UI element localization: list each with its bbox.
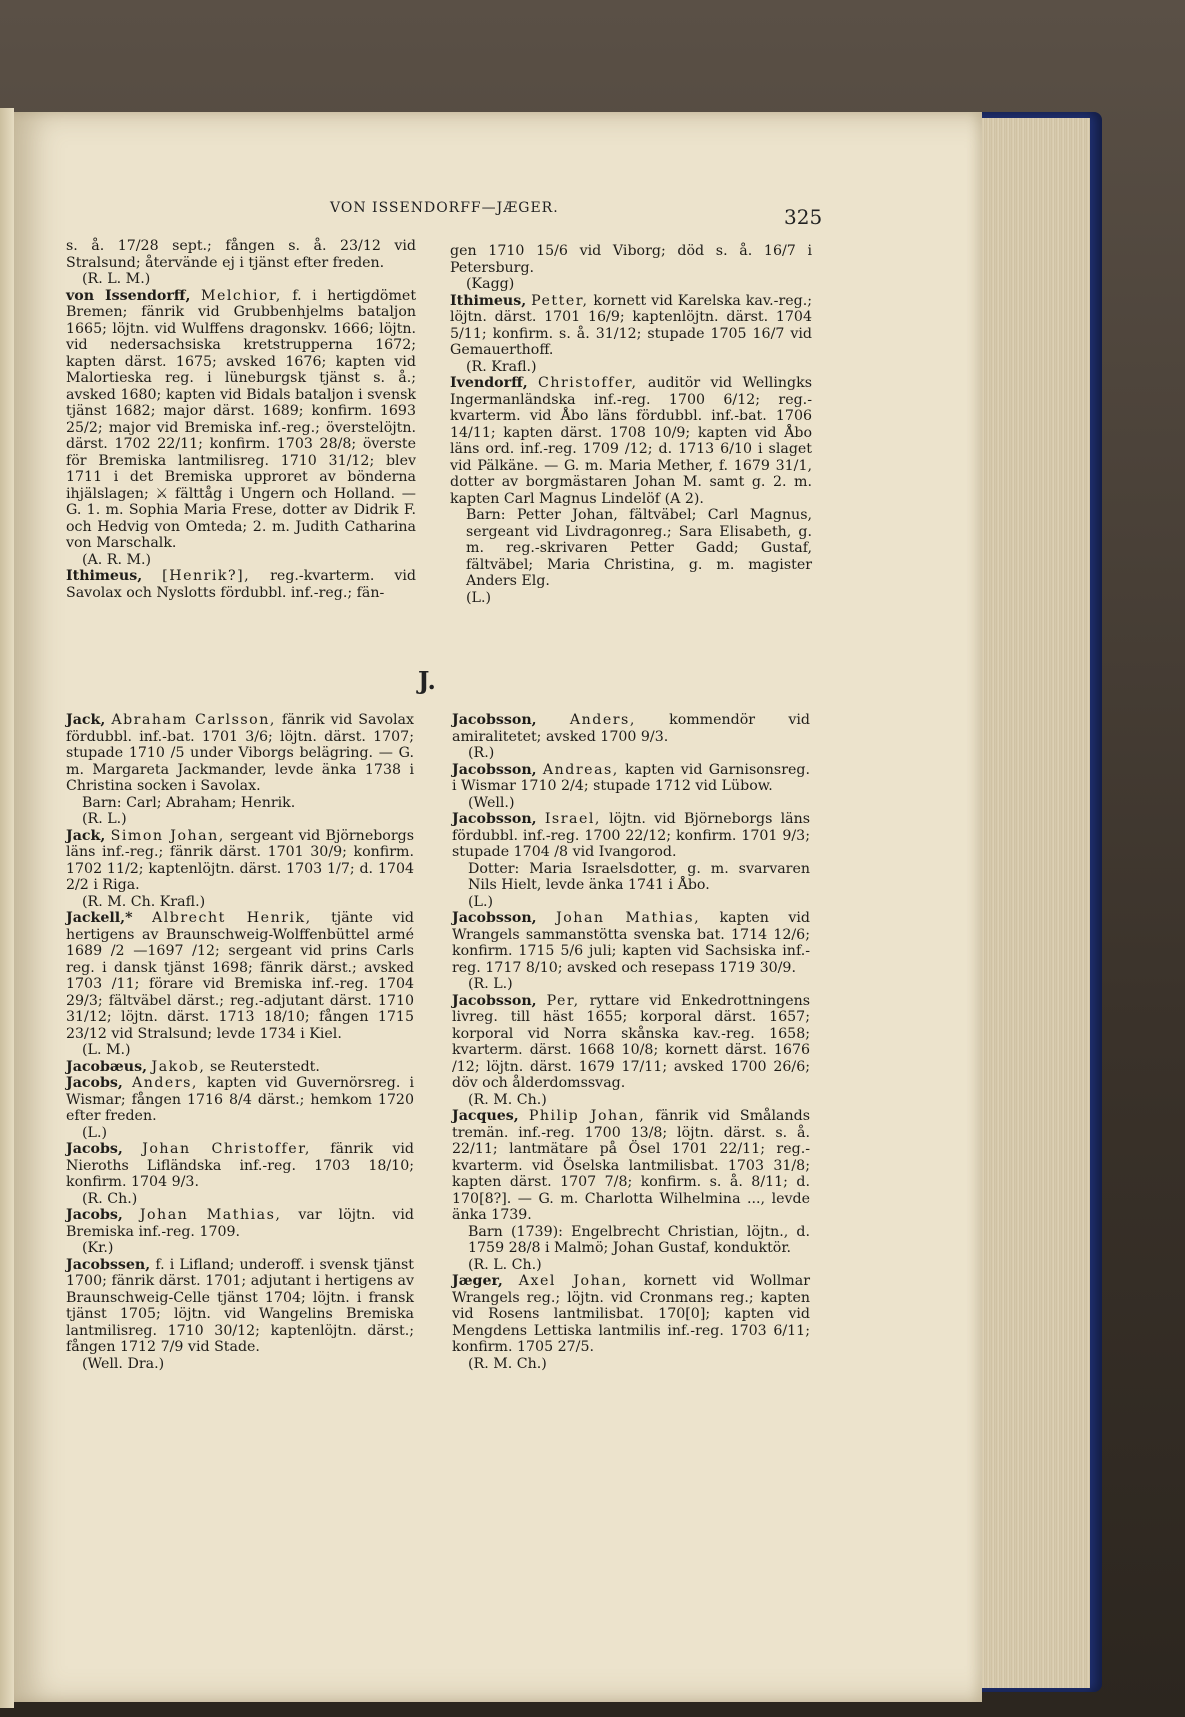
biography-entry	[452, 1273, 810, 1356]
biography-entry	[66, 828, 414, 894]
entry-text: f. i Lifland; underoff. i svensk tjänst 1700; fänrik därst. 1701; adjutant i hertigens av Braunschweig-Celle tjänst 1704; löjtn. i fransk tjänst 1705; löjtn. vid Wangelins Bremiska lantmilisreg. 1710 30/12; kaptenlöjtn. därst.; fången 1712 7/9 vid Stade.	[66, 1256, 414, 1355]
page-number: 325	[784, 205, 823, 229]
source-reference: (R. Ch.)	[82, 1190, 138, 1207]
column-lower-left	[66, 712, 414, 1372]
entry-text: tjänte vid hertigens av Braunschweig-Wolffenbüttel armé 1689 /2 —1697 /12; sergeant vid prins Carls reg. i dansk tjänst 1698; fänrik därst.; avsked 1703 /11; förare vid Bremiska inf.-reg. 1704 29/3; fältväbel därst.; reg.-adjutant därst. 1710 31/12; löjtn. därst. 1713 18/10; fången 1715 23/12 vid Stralsund; levde 1734 i Kiel.	[66, 910, 414, 1042]
source-reference: (R. L.)	[82, 811, 127, 827]
biography-entry	[450, 375, 812, 507]
source-reference: (R.)	[468, 745, 495, 761]
source-reference: (R. L.)	[468, 976, 513, 992]
entry-given-name: Andreas,	[542, 761, 619, 778]
entry-text: kornett vid Karelska kav.-reg.; löjtn. därst. 1701 16/9; kaptenlöjtn. därst. 1704 5/11; konfirm. s. å. 31/12; stupade 1705 16/7 vid Gemauerthoff.	[450, 292, 813, 358]
entry-surname: Ithimeus,	[450, 292, 527, 309]
entry-given-name: Christoffer,	[538, 375, 638, 391]
source-reference: (L. M.)	[82, 1042, 131, 1058]
text-paragraph: gen 1710 15/6 vid Viborg; död s. å. 16/7 i Petersburg.	[450, 243, 812, 276]
entry-given-name: Simon Johan,	[110, 827, 225, 844]
source-reference: (R. M. Ch.)	[468, 1091, 547, 1108]
entry-surname: Jacobsson,	[452, 712, 537, 728]
entry-text: kommendör vid amiralitetet; avsked 1700 9/3.	[452, 712, 810, 745]
source-reference: (Well. Dra.)	[82, 1355, 165, 1372]
biography-entry	[450, 293, 812, 359]
text-paragraph: Dotter: Maria Israelsdotter, g. m. svarvaren Nils Hielt, levde änka 1741 i Åbo.	[468, 860, 810, 893]
entry-surname: Jacobsson,	[452, 992, 537, 1009]
entry-surname: Jacobs,	[66, 1207, 123, 1223]
entry-surname: Jacques,	[452, 1108, 519, 1124]
source-reference: (R. M. Ch. Krafl.)	[82, 893, 206, 910]
entry-surname: Jacobæus,	[66, 1058, 148, 1075]
entry-surname: Jacobs,	[66, 1075, 123, 1091]
source-reference: (R. M. Ch.)	[468, 1355, 547, 1372]
column-upper-left	[66, 238, 416, 601]
entry-text: f. i hertigdömet Bremen; fänrik vid Grubbenhjelms bataljon 1665; löjtn. vid Wulffens dragonskv. 1666; löjtn. vid nedersachsiska kretstrupperna 1672; kapten därst. 1675; avsked 1676; kapten vid Malortieska reg. i lüneburgsk tjänst s. å.; avsked 1680; kapten vid Bidals bataljon i svensk tjänst 1682; major därst. 1689; konfirm. 1693 25/2; major vid Bremiska inf.-reg.; överstelöjtn. därst. 1702 22/11; konfirm. 1703 28/8; överste för Bremiska lantmilisreg. 1710 31/12; blev 1711 i det Bremiska upproret av bönderna ihjälslagen; ⚔ fälttåg i Ungern och Holland. — G. 1. m. Sophia Maria Frese, dotter av Didrik F. och Hedvig von Omteda; 2. m. Judith Catharina von Marschalk.	[66, 287, 417, 551]
entry-given-name: Albrecht Henrik,	[152, 910, 312, 926]
entry-surname: Jacobssen,	[66, 1256, 151, 1273]
biography-entry	[66, 1075, 414, 1125]
entry-surname: Jæger,	[452, 1273, 503, 1289]
entry-surname: Ivendorff,	[450, 375, 528, 391]
entry-surname: Jacobsson,	[452, 761, 537, 778]
source-reference: (Well.)	[468, 794, 515, 811]
entry-given-name: Abraham Carlsson,	[111, 712, 276, 728]
biography-entry	[452, 993, 810, 1092]
entry-given-name: Anders,	[131, 1075, 198, 1091]
entry-given-name: Israel,	[544, 811, 601, 827]
source-reference: (R. Krafl.)	[466, 358, 537, 375]
entry-given-name: Petter,	[531, 292, 589, 309]
column-lower-right	[452, 712, 810, 1372]
biography-entry	[66, 1141, 414, 1191]
source-reference: (L.)	[468, 893, 494, 910]
entry-surname: Jacobs,	[66, 1141, 123, 1157]
biography-entry	[452, 762, 810, 795]
entry-surname: Jack,	[66, 712, 106, 728]
source-reference: (L.)	[466, 589, 492, 606]
entry-given-name: Philip Johan,	[528, 1108, 646, 1124]
entry-text: kapten vid Guvernörsreg. i Wismar; fången 1716 8/4 därst.; hemkom 1720 efter freden.	[66, 1075, 415, 1124]
biography-entry	[452, 1108, 810, 1224]
entry-text: var löjtn. vid Bremiska inf.-reg. 1709.	[66, 1207, 414, 1240]
entry-text: fänrik vid Smålands tremän. inf.-reg. 1700 13/8; löjtn. därst. s. å. 22/11; lantmätare på Ösel 1701 22/11; reg.-kvarterm. vid Öselska lantmilisbat. 1703 31/8; kapten därst. 1707 7/8; konfirm. s. å. 8/11; d. 170[8?]. — G. m. Charlotta Wilhelmina ..., levde änka 1739.	[452, 1108, 810, 1223]
entry-given-name: Per,	[546, 992, 580, 1009]
entry-text: se Reuterstedt.	[209, 1058, 320, 1075]
text-paragraph: Barn: Petter Johan, fältväbel; Carl Magnus, sergeant vid Livdragonreg.; Sara Elisabeth, g. m. reg.-skrivaren Petter Gadd; Gustaf, fältväbel; Maria Christina, g. m. magister Anders Elg.	[466, 507, 812, 589]
source-reference: (Kagg)	[466, 276, 515, 292]
entry-given-name: Johan Christoffer,	[142, 1141, 311, 1157]
text-paragraph: s. å. 17/28 sept.; fången s. å. 23/12 vid Stralsund; återvände ej i tjänst efter freden.	[66, 238, 416, 271]
source-reference: (R. L. M.)	[82, 271, 151, 287]
page-edges	[970, 118, 1090, 1688]
biography-entry	[66, 712, 414, 795]
entry-surname: Jack,	[66, 827, 106, 844]
biography-entry	[66, 288, 416, 552]
entry-given-name: Melchior,	[200, 287, 282, 304]
entry-text: löjtn. vid Björneborgs läns fördubbl. inf.-reg. 1700 22/12; konfirm. 1701 9/3; stupade 1704 /8 vid Ivangorod.	[452, 811, 811, 860]
entry-text: reg.-kvarterm. vid Savolax och Nyslotts fördubbl. inf.-reg.; fän-	[66, 568, 416, 601]
biography-entry	[452, 811, 810, 861]
source-reference: (L.)	[82, 1124, 108, 1141]
entry-given-name: Jakob,	[151, 1058, 206, 1075]
biography-entry	[66, 910, 414, 1042]
entry-surname: von Issendorff,	[66, 287, 191, 304]
source-reference: (Kr.)	[82, 1240, 114, 1256]
entry-text: sergeant vid Björneborgs läns inf.-reg.; fänrik därst. 1701 30/9; konfirm. 1702 11/2; kaptenlöjtn. därst. 1703 1/7; d. 1704 2/2 i Riga.	[66, 827, 414, 893]
biography-entry	[66, 1257, 414, 1356]
entry-given-name: [Henrik?],	[162, 568, 251, 584]
biography-entry	[66, 568, 416, 601]
entry-text: kapten vid Wrangels sammanstötta svenska bat. 1714 12/6; konfirm. 1715 5/6 juli; kapten vid Sachsiska inf.-reg. 1717 8/10; avsked och resepass 1719 30/9.	[452, 910, 810, 976]
entry-given-name: Johan Mathias,	[556, 910, 701, 926]
text-paragraph: Barn (1739): Engelbrecht Christian, löjtn., d. 1759 28/8 i Malmö; Johan Gustaf, konduktör.	[468, 1223, 810, 1256]
biography-entry	[452, 910, 810, 976]
entry-text: auditör vid Wellingks Ingermanländska inf.-reg. 1700 6/12; reg.-kvarterm. vid Åbo läns fördubbl. inf.-bat. 1706 14/11; kapten därst. 1708 10/9; kapten vid Åbo läns ord. inf.-reg. 1709 /12; d. 1713 6/10 i slaget vid Pälkäne. — G. m. Maria Mether, f. 1679 31/1, dotter av borgmästaren Johan M. samt g. 2. m. kapten Carl Magnus Lindelöf (A 2).	[450, 375, 812, 507]
source-reference: (R. L. Ch.)	[468, 1256, 542, 1273]
biography-entry	[452, 712, 810, 745]
running-header: VON ISSENDORFF—JÆGER.	[330, 200, 559, 216]
entry-text: kornett vid Wollmar Wrangels reg.; löjtn. vid Cronmans reg.; kapten vid Rosens lantmilisbat. 170[0]; kapten vid Mengdens Lettiska lantmilis inf.-reg. 1703 6/11; konfirm. 1705 27/5.	[452, 1273, 810, 1355]
left-page-edge	[0, 108, 14, 1708]
text-paragraph: Barn: Carl; Abraham; Henrik.	[82, 794, 296, 811]
section-letter: J.	[418, 666, 436, 695]
entry-given-name: Johan Mathias,	[139, 1207, 282, 1223]
entry-given-name: Anders,	[569, 712, 636, 728]
entry-surname: Ithimeus,	[66, 568, 143, 584]
entry-surname: Jacobsson,	[452, 811, 537, 827]
entry-text: fänrik vid Nieroths Lifländska inf.-reg. 1703 18/10; konfirm. 1704 9/3.	[66, 1141, 414, 1190]
entry-given-name: Axel Johan,	[518, 1273, 628, 1289]
entry-text: ryttare vid Enkedrottningens livreg. till häst 1655; korporal därst. 1657; korporal vid Norra skånska kav.-reg. 1658; kvarterm. därst. 1668 10/8; kornett därst. 1676 /12; löjtn. därst. 1679 17/11; avsked 1700 26/6; döv och ålderdomssvag.	[452, 992, 811, 1091]
entry-surname: Jackell,*	[66, 910, 133, 926]
entry-surname: Jacobsson,	[452, 910, 537, 926]
biography-entry	[66, 1059, 414, 1076]
entry-text: fänrik vid Savolax fördubbl. inf.-bat. 1701 3/6; löjtn. därst. 1707; stupade 1710 /5 under Viborgs belägring. — G. m. Margareta Jackmander, levde änka 1738 i Christina socken i Savolax.	[66, 712, 415, 794]
source-reference: (A. R. M.)	[82, 551, 152, 568]
entry-text: kapten vid Garnisonsreg. i Wismar 1710 2/4; stupade 1712 vid Lübow.	[452, 761, 810, 794]
biography-entry	[66, 1207, 414, 1240]
column-upper-right	[450, 243, 812, 606]
